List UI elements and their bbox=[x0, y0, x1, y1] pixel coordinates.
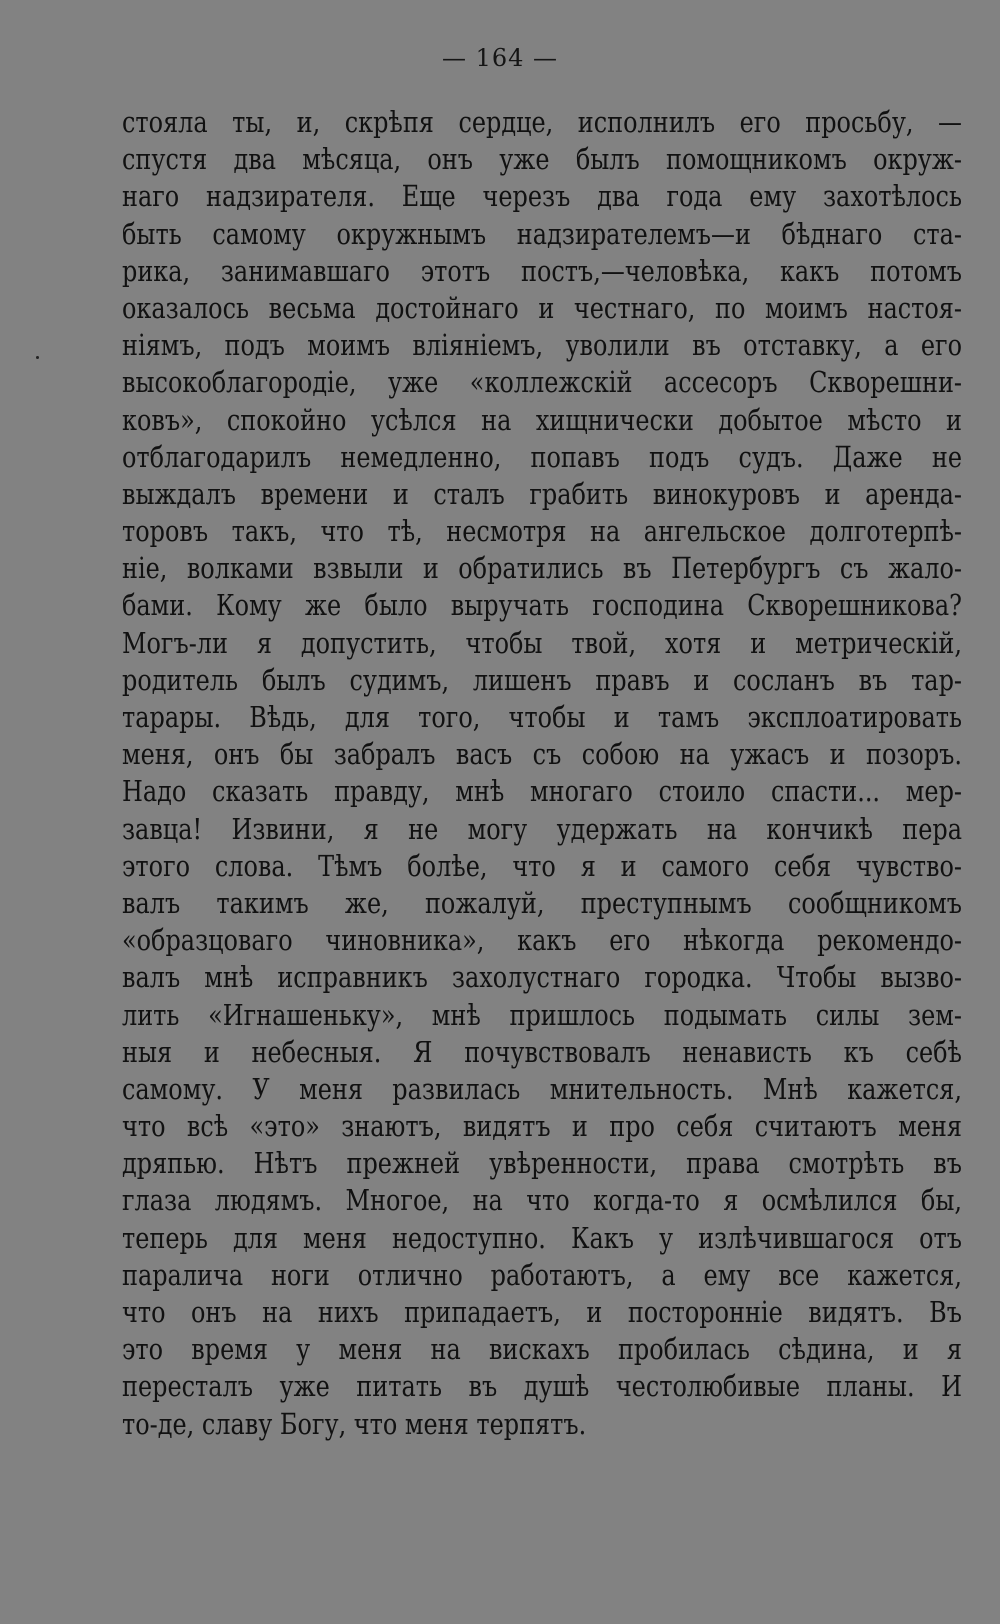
text-line: то-де, славу Богу, что меня терпятъ. bbox=[122, 1407, 587, 1441]
text-line: меня, онъ бы забралъ васъ съ собою на ужасъ и позоръ. bbox=[122, 738, 962, 772]
text-line: паралича ноги отлично работаютъ, а ему все кажется, bbox=[122, 1258, 962, 1292]
page-number: — 164 — bbox=[441, 44, 559, 72]
text-line: ніе, волками взвыли и обратились въ Петербургъ съ жало- bbox=[122, 552, 962, 586]
text-line: валъ мнѣ исправникъ захолустнаго городка. Чтобы вызво- bbox=[122, 961, 962, 995]
text-line: рика, занимавшаго этотъ постъ,—человѣка, какъ потомъ bbox=[122, 254, 962, 288]
text-line: пересталъ уже питать въ душѣ честолюбивые планы. И bbox=[122, 1370, 962, 1404]
text-line: «образцоваго чиновника», какъ его нѣкогда рекомендо- bbox=[122, 924, 962, 958]
margin-speck bbox=[36, 356, 39, 359]
text-line: это время у меня на вискахъ пробилась сѣдина, и я bbox=[122, 1333, 962, 1367]
text-line: отблагодарилъ немедленно, попавъ подъ судъ. Даже не bbox=[122, 440, 962, 474]
text-line: выждалъ времени и сталъ грабить винокуровъ и аренда- bbox=[122, 477, 962, 511]
text-line: лить «Игнашеньку», мнѣ пришлось подымать силы зем- bbox=[122, 998, 962, 1032]
text-line: ніямъ, подъ моимъ вліяніемъ, уволили въ отставку, а его bbox=[122, 329, 962, 363]
text-line: теперь для меня недоступно. Какъ у излѣчившагося отъ bbox=[122, 1221, 962, 1255]
text-line: высокоблагородіе, уже «коллежскій ассесоръ Скворешни- bbox=[122, 366, 962, 400]
text-line: Надо сказать правду, мнѣ многаго стоило спасти... мер- bbox=[122, 775, 962, 809]
body-text bbox=[122, 104, 962, 1443]
text-line: ковъ», спокойно усѣлся на хищнически добытое мѣсто и bbox=[122, 403, 962, 437]
text-line: этого слова. Тѣмъ болѣе, что я и самого себя чувство- bbox=[122, 849, 962, 883]
text-line: дряпью. Нѣтъ прежней увѣренности, права смотрѣть въ bbox=[122, 1147, 962, 1181]
text-line: спустя два мѣсяца, онъ уже былъ помощникомъ окруж- bbox=[122, 143, 962, 177]
text-line: родитель былъ судимъ, лишенъ правъ и сосланъ въ тар- bbox=[122, 663, 962, 697]
text-line: завца! Извини, я не могу удержать на кончикѣ пера bbox=[122, 812, 962, 846]
text-line: что всѣ «это» знаютъ, видятъ и про себя считаютъ меня bbox=[122, 1110, 962, 1144]
text-line: Могъ-ли я допустить, чтобы твой, хотя и метрическій, bbox=[122, 626, 962, 660]
text-line: оказалось весьма достойнаго и честнаго, по моимъ настоя- bbox=[122, 291, 962, 325]
text-line: тарары. Вѣдь, для того, чтобы и тамъ эксплоатировать bbox=[122, 701, 962, 734]
text-line: самому. У меня развилась мнительность. Мнѣ кажется, bbox=[122, 1072, 962, 1106]
text-line: наго надзирателя. Еще черезъ два года ему захотѣлось bbox=[122, 180, 962, 214]
text-line: бами. Кому же было выручать господина Скворешникова? bbox=[122, 589, 962, 623]
text-line: валъ такимъ же, пожалуй, преступнымъ сообщникомъ bbox=[122, 886, 962, 920]
text-line: ныя и небесныя. Я почувствовалъ ненависть къ себѣ bbox=[122, 1035, 962, 1069]
text-line: стояла ты, и, скрѣпя сердце, исполнилъ его просьбу, — bbox=[122, 106, 962, 139]
text-line: торовъ такъ, что тѣ, несмотря на ангельское долготерпѣ- bbox=[122, 515, 962, 549]
text-line: что онъ на нихъ припадаетъ, и посторонніе видятъ. Въ bbox=[122, 1296, 962, 1329]
text-line: быть самому окружнымъ надзирателемъ—и бѣднаго ста- bbox=[122, 217, 962, 251]
text-line: глаза людямъ. Многое, на что когда-то я осмѣлился бы, bbox=[122, 1184, 962, 1218]
